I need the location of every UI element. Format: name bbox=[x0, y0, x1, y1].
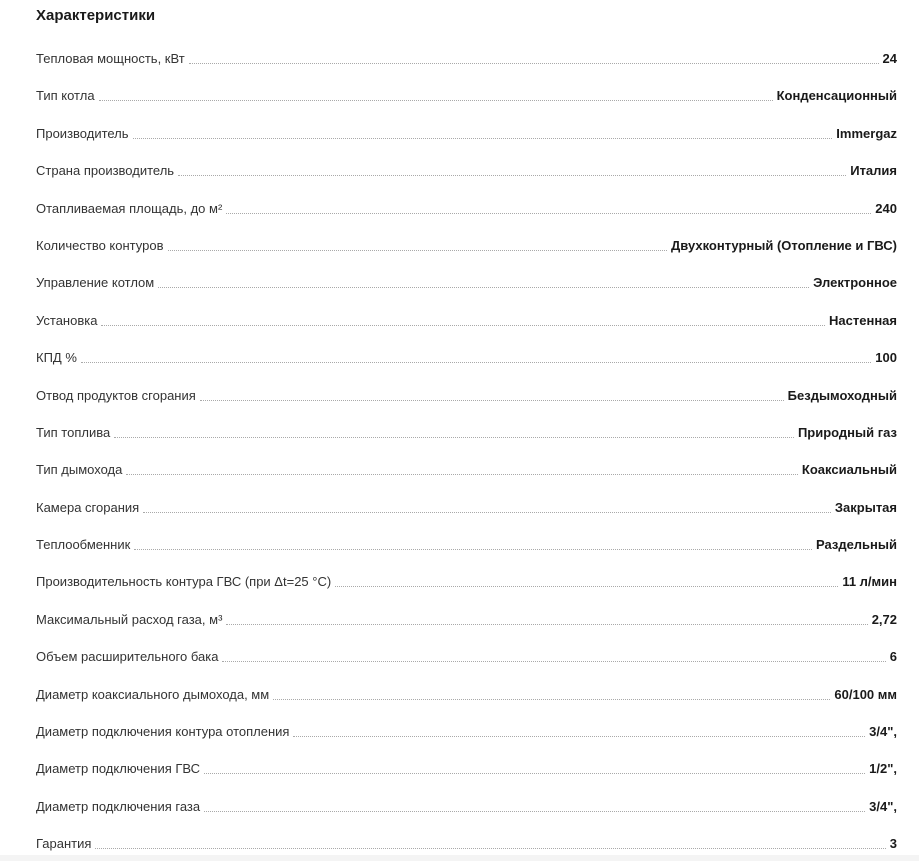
spec-name: Управление котлом bbox=[36, 275, 155, 291]
spec-name: Гарантия bbox=[36, 836, 92, 852]
spec-row-installation bbox=[36, 291, 897, 328]
spec-name: Отапливаемая площадь, до м² bbox=[36, 200, 223, 216]
spec-name: Производитель bbox=[36, 125, 129, 141]
spec-name: Тип котла bbox=[36, 88, 95, 104]
spec-row-expansion-tank bbox=[36, 628, 897, 665]
spec-row-country bbox=[36, 142, 897, 179]
dotted-leader bbox=[143, 512, 831, 513]
dotted-leader bbox=[101, 325, 825, 326]
spec-value: 24 bbox=[882, 51, 897, 66]
spec-row-flue-type bbox=[36, 441, 897, 478]
dotted-leader bbox=[168, 250, 668, 251]
spec-row-exhaust bbox=[36, 366, 897, 403]
spec-name: Диаметр коаксиального дымохода, мм bbox=[36, 686, 270, 702]
spec-name: Отвод продуктов сгорания bbox=[36, 387, 196, 403]
spec-row-fuel-type bbox=[36, 404, 897, 441]
spec-value: Immergaz bbox=[836, 125, 897, 141]
spec-value: Раздельный bbox=[815, 537, 897, 553]
dotted-leader bbox=[114, 437, 794, 438]
dotted-leader bbox=[178, 175, 846, 176]
dotted-leader bbox=[204, 811, 865, 812]
spec-name: Тепловая мощность, кВт bbox=[36, 51, 185, 66]
dotted-leader bbox=[335, 586, 838, 587]
dotted-leader bbox=[226, 624, 867, 625]
spec-row-dhw-capacity bbox=[36, 553, 897, 590]
spec-name: КПД % bbox=[36, 350, 77, 366]
spec-value: Бездымоходный bbox=[787, 387, 897, 403]
spec-row-heated-area bbox=[36, 179, 897, 216]
dotted-leader bbox=[99, 100, 773, 101]
spec-name: Тип топлива bbox=[36, 424, 111, 440]
dotted-leader bbox=[126, 474, 798, 475]
dotted-leader bbox=[222, 661, 885, 662]
dotted-leader bbox=[273, 699, 830, 700]
spec-row-dhw-connection bbox=[36, 740, 897, 777]
spec-row-control bbox=[36, 254, 897, 291]
spec-name: Максимальный расход газа, м³ bbox=[36, 611, 223, 627]
spec-name: Страна производитель bbox=[36, 163, 175, 179]
spec-value: 60/100 мм bbox=[834, 686, 897, 702]
spec-value: 2,72 bbox=[871, 611, 897, 627]
spec-value: 3/4", bbox=[869, 798, 897, 814]
spec-value: 11 л/мин bbox=[842, 574, 897, 590]
spec-row-heat-exchanger bbox=[36, 516, 897, 553]
spec-value: Конденсационный bbox=[776, 88, 897, 104]
spec-name: Производительность контура ГВС (при Δt=25 °С) bbox=[36, 574, 332, 590]
spec-row-gas-connection bbox=[36, 777, 897, 814]
spec-name: Теплообменник bbox=[36, 537, 131, 553]
spec-value: Закрытая bbox=[834, 499, 897, 515]
spec-name: Диаметр подключения контура отопления bbox=[36, 724, 290, 740]
spec-row-heat-output bbox=[36, 40, 897, 67]
dotted-leader bbox=[200, 400, 784, 401]
spec-value: Природный газ bbox=[797, 424, 897, 440]
dotted-leader bbox=[95, 848, 885, 849]
spec-row-boiler-type bbox=[36, 67, 897, 104]
spec-value: 1/2", bbox=[869, 761, 897, 777]
spec-value: Италия bbox=[850, 163, 897, 179]
spec-value: 100 bbox=[875, 350, 897, 366]
spec-name: Диаметр подключения газа bbox=[36, 798, 201, 814]
spec-row-combustion-chamber bbox=[36, 478, 897, 515]
spec-value: Настенная bbox=[829, 312, 897, 328]
spec-row-efficiency bbox=[36, 329, 897, 366]
dotted-leader bbox=[134, 549, 812, 550]
spec-value: Электронное bbox=[813, 275, 897, 291]
spec-value: Коаксиальный bbox=[801, 462, 897, 478]
spec-name: Камера сгорания bbox=[36, 499, 140, 515]
dotted-leader bbox=[204, 773, 865, 774]
spec-value: 3/4", bbox=[869, 724, 897, 740]
spec-list bbox=[36, 40, 897, 852]
spec-value: 3 bbox=[889, 836, 897, 852]
spec-row-circuits bbox=[36, 217, 897, 254]
section-title: Характеристики bbox=[36, 7, 156, 24]
dotted-leader bbox=[226, 213, 871, 214]
dotted-leader bbox=[133, 138, 833, 139]
page-bottom-edge bbox=[0, 855, 919, 861]
spec-row-warranty bbox=[36, 815, 897, 852]
spec-name: Диаметр подключения ГВС bbox=[36, 761, 201, 777]
dotted-leader bbox=[189, 63, 879, 64]
dotted-leader bbox=[81, 362, 871, 363]
spec-name: Тип дымохода bbox=[36, 462, 123, 478]
dotted-leader bbox=[293, 736, 865, 737]
spec-name: Установка bbox=[36, 312, 98, 328]
spec-name: Объем расширительного бака bbox=[36, 649, 219, 665]
spec-row-manufacturer bbox=[36, 104, 897, 141]
spec-row-heating-connection bbox=[36, 703, 897, 740]
spec-name: Количество контуров bbox=[36, 237, 164, 253]
spec-value: Двухконтурный (Отопление и ГВС) bbox=[671, 237, 897, 253]
spec-row-gas-consumption bbox=[36, 590, 897, 627]
spec-value: 240 bbox=[875, 200, 897, 216]
spec-row-flue-diameter bbox=[36, 665, 897, 702]
dotted-leader bbox=[158, 287, 809, 288]
spec-value: 6 bbox=[889, 649, 897, 665]
